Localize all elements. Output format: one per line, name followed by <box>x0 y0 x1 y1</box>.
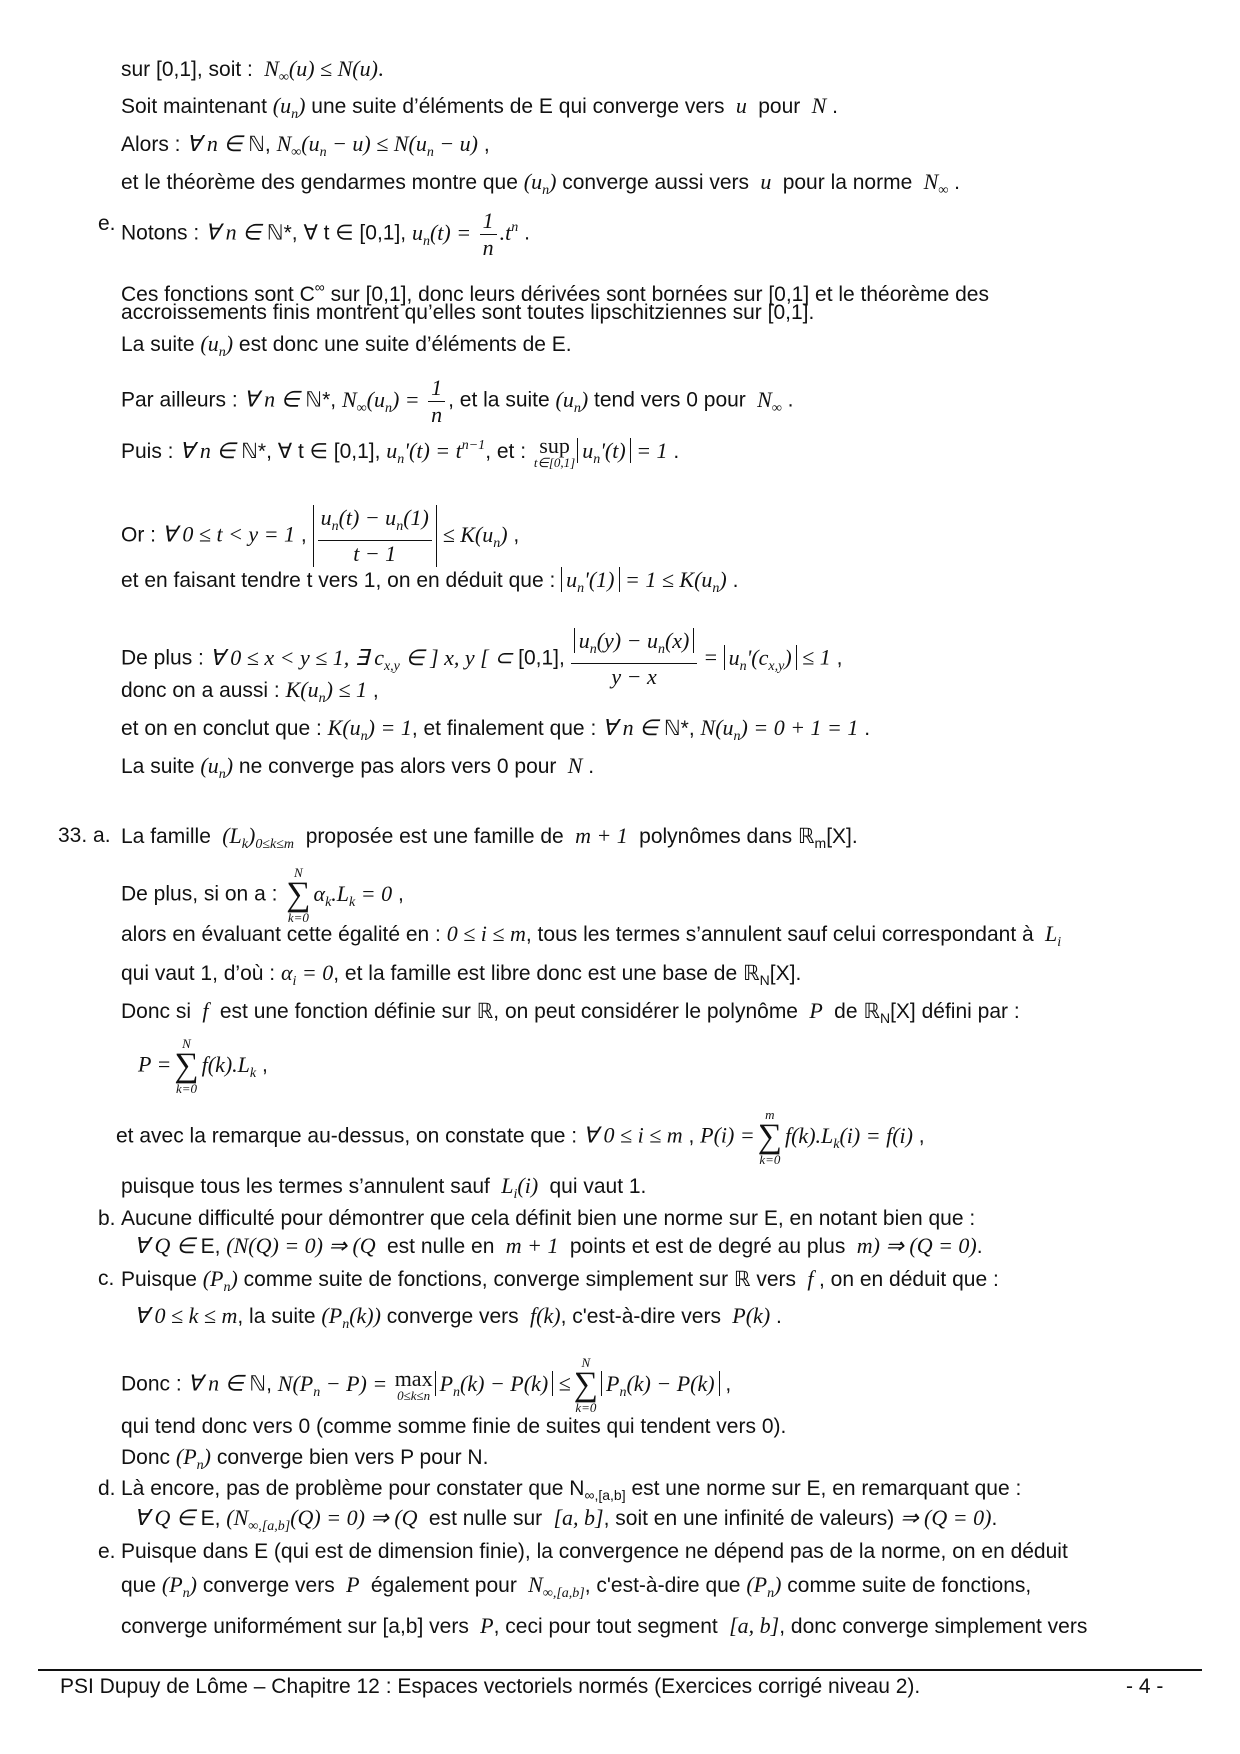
text-line: De plus, si on a : N ∑ k=0 $\alpha_k.L_k = 0$ , <box>121 865 404 925</box>
formula: P <box>803 998 829 1023</box>
formula: $(u_n)$ <box>555 386 589 416</box>
formula: $N_{\infty,[a,b]}$ <box>522 1572 585 1601</box>
formula: f <box>196 998 214 1023</box>
text: , et la famille est libre donc est une base de ℝ <box>333 962 760 985</box>
formula: $K(u_n) \le 1$ <box>285 677 368 706</box>
text: [X]. <box>769 962 802 985</box>
formula: $(N_{\infty,[a,b]}(Q) = 0)$ ⇒ (Q <box>226 1505 424 1534</box>
text: qui vaut 1. <box>549 1175 647 1198</box>
formula: ∀ n ∈ <box>602 715 664 740</box>
text: et avec la remarque au-dessus, on constate que : <box>116 1124 578 1148</box>
text: , donc converge simplement vers <box>779 1615 1088 1638</box>
formula: u <box>730 93 753 118</box>
formula: $P_n(k) - P(k)$ <box>601 1371 720 1396</box>
formula: $(u_n)$ <box>272 93 306 122</box>
text-line <box>121 997 1020 1032</box>
footer-rule <box>38 1669 1202 1671</box>
text: Soit maintenant <box>121 95 267 118</box>
text: et on en conclut que : <box>121 717 322 740</box>
text: que <box>121 1574 157 1597</box>
formula: $N(P_n - P)$ = <box>277 1370 393 1400</box>
formula: $(u_n)$ <box>523 169 557 198</box>
formula: ℕ, <box>249 1372 272 1396</box>
text-line: et le théorème des gendarmes montre que $(u_n)$ converge aussi vers u pour la norme $N_\infty$ . <box>121 169 960 198</box>
text: De plus, si on a : <box>121 882 278 906</box>
formula: ⇒ (Q = 0) <box>900 1505 992 1530</box>
text: Là encore, pas de problème pour constater que N <box>121 1477 585 1500</box>
formula: $(P_n)$ <box>202 1266 238 1295</box>
formula: ℕ, <box>248 133 271 156</box>
text-line: ∀ Q ∈ E, $(N_{\infty,[a,b]}(Q) = 0)$ ⇒ (Q est nulle sur [a, b], soit en une infinité de valeurs) ⇒ (Q = 0). <box>134 1505 998 1534</box>
text: est donc une suite d’éléments de E. <box>238 333 572 356</box>
text-line <box>121 1571 1031 1608</box>
formula: ℕ*, ∀ t ∈ [0,1], <box>241 440 381 463</box>
formula: m <box>814 835 827 851</box>
text: , tous les termes s’annulent sauf celui correspondant à <box>525 923 1034 946</box>
formula: m + 1 <box>500 1233 564 1258</box>
text-line <box>121 920 1061 957</box>
formula: $(L_k)_{0\le k\le m}$ <box>216 823 295 852</box>
text: , ceci pour tout segment <box>493 1615 718 1638</box>
text-line: Par ailleurs : ∀ n ∈ ℕ*, $N_\infty(u_n)$ = $\frac{1}{n}$ , et la suite $(u_n)$ tend vers 0 pour $N_\infty$ . <box>121 375 794 427</box>
text: polynômes dans ℝ <box>639 825 815 848</box>
text: qui vaut 1, d’où : <box>121 962 276 985</box>
formula: ∀ n ∈ <box>186 131 249 156</box>
text: [X] défini par : <box>890 1000 1020 1023</box>
formula: $N_\infty(u) \le N(u)$ <box>258 56 378 85</box>
text: De plus : <box>121 646 204 670</box>
text-line <box>121 959 801 996</box>
formula: $(P_n)$ <box>161 1572 197 1601</box>
text-line: Aucune difficulté pour démontrer que cela définit bien une norme sur E, en notant bien que : <box>121 1207 976 1230</box>
text: converge vers <box>386 1305 519 1328</box>
text: tend vers 0 pour <box>594 388 746 412</box>
formula: $(u_n)$ <box>200 753 234 782</box>
text: Or : <box>121 523 156 547</box>
text: converge vers <box>202 1574 335 1597</box>
text-line: ∀ 0 ≤ k ≤ m, la suite $(P_n(k))$ converge vers f(k), c'est-à-dire vers P(k) . <box>134 1303 782 1332</box>
text: est nulle sur <box>428 1507 543 1530</box>
formula: E, <box>200 1507 221 1530</box>
formula: $(P_n(k))$ <box>321 1303 381 1332</box>
formula: u <box>754 169 777 194</box>
formula: [0,1], <box>518 646 565 670</box>
formula: $N_\infty(u_n - u) \le N(u_n - u)$ <box>276 131 478 160</box>
formula: $(u_n)$ <box>200 331 234 360</box>
formula: [a, b] <box>723 1613 780 1638</box>
formula: $N_\infty$ <box>751 386 782 416</box>
text: , c'est-à-dire vers <box>560 1305 721 1328</box>
text-line <box>121 1172 646 1209</box>
formula: $u_n(t)$ = $\frac{1}{n}$ $.t^n$ <box>411 208 519 260</box>
text: La suite <box>121 755 195 778</box>
formula: $\frac{u_n(t) - u_n(1)}{t - 1}$ <box>313 505 437 567</box>
text-line <box>121 330 572 367</box>
formula: ∀ n ∈ <box>187 1370 250 1396</box>
formula: P <box>474 1613 494 1638</box>
text-line: et avec la remarque au-dessus, on constate que : ∀ 0 ≤ i ≤ m , P(i) = m ∑ k=0 $f(k).L_k(i) = f(i)$ , <box>116 1107 925 1167</box>
punct: . <box>377 56 384 81</box>
formula: N ∑ k=0 <box>286 865 311 925</box>
text-line <box>121 1612 1087 1641</box>
formula: ∀ n ∈ <box>205 219 267 245</box>
formula: $(P_n)$ <box>175 1444 211 1473</box>
text-line: Notons : ∀ n ∈ ℕ*, ∀ t ∈ [0,1], $u_n(t)$ = $\frac{1}{n}$ $.t^n$ . <box>121 208 530 260</box>
text-line: Puis : ∀ n ∈ ℕ*, ∀ t ∈ [0,1], $u_n'(t) = t^{n-1}$, et : sup t∈[0,1] $u_n'(t) = 1$ . <box>121 433 680 471</box>
formula: m) ⇒ (Q = 0) <box>851 1233 977 1258</box>
text-line: donc on a aussi : $K(u_n) \le 1$ , <box>121 677 379 706</box>
text: , soit en une infinité de valeurs) <box>603 1507 895 1530</box>
formula: N <box>562 753 583 778</box>
text: , et : <box>485 440 527 463</box>
text: Alors : <box>121 133 181 156</box>
formula: ∀ 0 ≤ k ≤ m <box>134 1303 238 1328</box>
formula: $u_n'(t) = 1$ <box>577 438 667 463</box>
text: points et est de degré au plus <box>569 1235 846 1258</box>
text: Notons : <box>121 221 200 245</box>
text: Puisque <box>121 1268 197 1291</box>
formula: $L_i(i)$ <box>495 1173 544 1202</box>
formula: $u_n'(t) = t^{n-1}$ <box>386 438 486 467</box>
text: est une fonction définie sur ℝ, on peut considérer le polynôme <box>219 1000 798 1023</box>
text-line: et on en conclut que : $K(u_n) = 1$, et finalement que : ∀ n ∈ ℕ*, $N(u_n) = 0 + 1 = 1$ . <box>121 715 871 744</box>
text: Puis : <box>121 440 174 463</box>
text: Donc <box>121 1446 171 1469</box>
item-label: e. <box>98 1540 116 1563</box>
text-line: et en faisant tendre t vers 1, on en déduit que : $u_n'(1) = 1 \le K(u_n)$ . <box>121 567 739 596</box>
text-line: Soit maintenant $(u_n)$ une suite d’éléments de E qui converge vers u pour N . <box>121 93 838 122</box>
page-number: - 4 - <box>1126 1675 1164 1698</box>
formula: f(k) <box>524 1303 561 1328</box>
formula: P <box>340 1572 366 1597</box>
item-label: b. <box>98 1207 116 1230</box>
formula: P(k) <box>726 1303 771 1328</box>
formula: P(i) = <box>700 1122 755 1148</box>
text: sur [0,1], soit : <box>121 58 253 81</box>
text: converge aussi vers <box>562 171 750 194</box>
text-line: ∀ Q ∈ E, (N(Q) = 0) ⇒ (Q est nulle en m + 1 points et est de degré au plus m) ⇒ (Q = 0). <box>134 1233 983 1258</box>
formula: ≤ $K(u_n)$ <box>442 521 508 551</box>
formula-line: P = N ∑ k=0 $f(k).L_k$ , <box>138 1036 268 1096</box>
formula: max 0≤k≤n <box>394 1366 433 1403</box>
formula: ∀ 0 ≤ t < y = 1 <box>161 521 296 547</box>
formula: $K(u_n) = 1$ <box>327 715 412 744</box>
text: comme suite de fonctions, converge simplement sur ℝ vers <box>243 1268 797 1291</box>
formula: N <box>759 972 770 988</box>
formula: = $u_n'(c_{x,y}) \le 1$ <box>703 644 831 674</box>
text: donc on a aussi : <box>121 679 280 702</box>
item-label: d. <box>98 1477 116 1500</box>
text: , on en déduit que : <box>819 1268 999 1291</box>
text: comme suite de fonctions, <box>787 1574 1032 1597</box>
text: est nulle en <box>387 1235 495 1258</box>
formula: (N(Q) = 0) ⇒ (Q <box>226 1233 382 1258</box>
formula: N <box>879 1010 891 1026</box>
formula: ∀ 0 ≤ i ≤ m <box>582 1122 683 1148</box>
formula: ∀ 0 ≤ x < y ≤ 1, ∃ $c_{x,y}$ ∈ ] x, y [ ⊂ <box>209 644 519 674</box>
text: , et la suite <box>448 388 550 412</box>
text-line: accroissements finis montrent qu’elles sont toutes lipschitziennes sur [0,1]. <box>121 301 815 324</box>
formula: m + 1 <box>569 823 634 848</box>
text: , c'est-à-dire que <box>584 1574 741 1597</box>
formula: $N_\infty$ <box>918 169 949 198</box>
formula: ∞ <box>314 279 325 295</box>
formula: $P_n(k) - P(k)$ ≤ <box>435 1371 571 1396</box>
formula: $\frac{u_n(y) - u_n(x)}{y - x}$ <box>571 628 698 690</box>
formula: ∀ n ∈ <box>243 386 306 412</box>
text-line: qui tend donc vers 0 (comme somme finie de suites qui tendent vers 0). <box>121 1415 787 1438</box>
text-line: La suite $(u_n)$ ne converge pas alors vers 0 pour N . <box>121 753 595 782</box>
formula: N <box>806 93 827 118</box>
formula: $\alpha_k.L_k = 0$ <box>313 880 393 910</box>
formula: $N(u_n) = 0 + 1 = 1$ <box>700 715 859 744</box>
text: [X]. <box>826 825 858 848</box>
text-line: Puisque dans E (qui est de dimension finie), la convergence ne dépend pas de la norme, on en déduit <box>121 1540 1068 1563</box>
text-line: Alors : ∀ n ∈ ℕ, $N_\infty(u_n - u) \le N(u_n - u)$ , <box>121 131 490 160</box>
item-label: c. <box>98 1267 115 1290</box>
text: et le théorème des gendarmes montre que <box>121 171 518 194</box>
text: pour la norme <box>782 171 913 194</box>
formula: $N_\infty(u_n)$ = $\frac{1}{n}$ <box>342 387 448 412</box>
text: une suite d’éléments de E qui converge vers <box>311 95 725 118</box>
text-line: De plus : ∀ 0 ≤ x < y ≤ 1, ∃ $c_{x,y}$ ∈ ] x, y [ ⊂ [0,1], $\frac{u_n(y) - u_n(x)}{y - x}$ = $u_n'(c_{x,y}) \le 1$ , <box>121 628 843 689</box>
text: converge uniformément sur [a,b] vers <box>121 1615 469 1638</box>
formula: [a, b] <box>547 1505 604 1530</box>
formula: $f(k).L_k$ <box>201 1051 257 1081</box>
text-line <box>121 822 858 859</box>
formula: ℕ*, <box>663 717 695 740</box>
formula: P = <box>138 1051 172 1077</box>
formula: $\alpha_i = 0$ <box>280 960 334 989</box>
text: de ℝ <box>834 1000 880 1023</box>
formula: ℕ*, ∀ t ∈ [0,1], <box>266 221 407 245</box>
text: ne converge pas alors vers 0 pour <box>238 755 557 778</box>
formula: ∞,[a,b] <box>584 1487 626 1503</box>
formula: ∀ Q ∈ <box>134 1505 201 1530</box>
text-line <box>121 55 383 92</box>
formula: m ∑ k=0 <box>757 1107 782 1167</box>
text: pour <box>758 95 801 118</box>
text-line: Or : ∀ 0 ≤ t < y = 1 , $\frac{u_n(t) - u_n(1)}{t - 1}$ ≤ $K(u_n)$ , <box>121 505 520 566</box>
formula: $(P_n)$ <box>746 1572 782 1601</box>
text-line <box>121 1265 999 1302</box>
text: sur [0,1], donc leurs dérivées sont bornées sur [0,1] et le théorème des <box>330 283 989 306</box>
item-label: e. <box>98 212 116 235</box>
text: proposée est une famille de <box>305 825 564 848</box>
text: Ces fonctions sont C <box>121 283 315 306</box>
formula: ∀ Q ∈ <box>134 1233 201 1258</box>
text: puisque tous les termes s’annulent sauf <box>121 1175 490 1198</box>
text: La famille <box>121 825 211 848</box>
text: alors en évaluant cette égalité en : <box>121 923 441 946</box>
text: La suite <box>121 333 195 356</box>
formula: $L_i$ <box>1039 921 1062 950</box>
formula: f <box>801 1266 819 1291</box>
formula: sup t∈[0,1] <box>533 433 576 471</box>
formula: E, <box>200 1235 221 1258</box>
formula: N ∑ k=0 <box>573 1355 598 1415</box>
formula: 0 ≤ i ≤ m <box>446 921 526 946</box>
text: est une norme sur E, en remarquant que : <box>631 1477 1022 1500</box>
formula: ℕ*, <box>305 388 337 412</box>
text-line: Donc : ∀ n ∈ ℕ, $N(P_n - P)$ = max 0≤k≤n $P_n(k) - P(k)$ ≤ N ∑ k=0 $P_n(k) - P(k)$ , <box>121 1355 732 1415</box>
text: également pour <box>370 1574 517 1597</box>
formula: $u_n'(1) = 1 \le K(u_n)$ <box>561 567 727 592</box>
formula: N ∑ k=0 <box>174 1036 199 1096</box>
footer-text: PSI Dupuy de Lôme – Chapitre 12 : Espaces vectoriels normés (Exercices corrigé niveau 2). <box>60 1675 921 1698</box>
text: Donc si <box>121 1000 192 1023</box>
text: , et finalement que : <box>411 717 597 740</box>
text: Par ailleurs : <box>121 388 238 412</box>
text: , la suite <box>237 1305 316 1328</box>
formula: ∀ n ∈ <box>179 438 242 463</box>
formula: $f(k).L_k(i) = f(i)$ <box>784 1122 913 1152</box>
text: Donc : <box>121 1372 182 1396</box>
text: et en faisant tendre t vers 1, on en déduit que : <box>121 569 556 592</box>
exercise-label: 33. a. <box>58 824 111 847</box>
text: converge bien vers P pour N. <box>216 1446 489 1469</box>
